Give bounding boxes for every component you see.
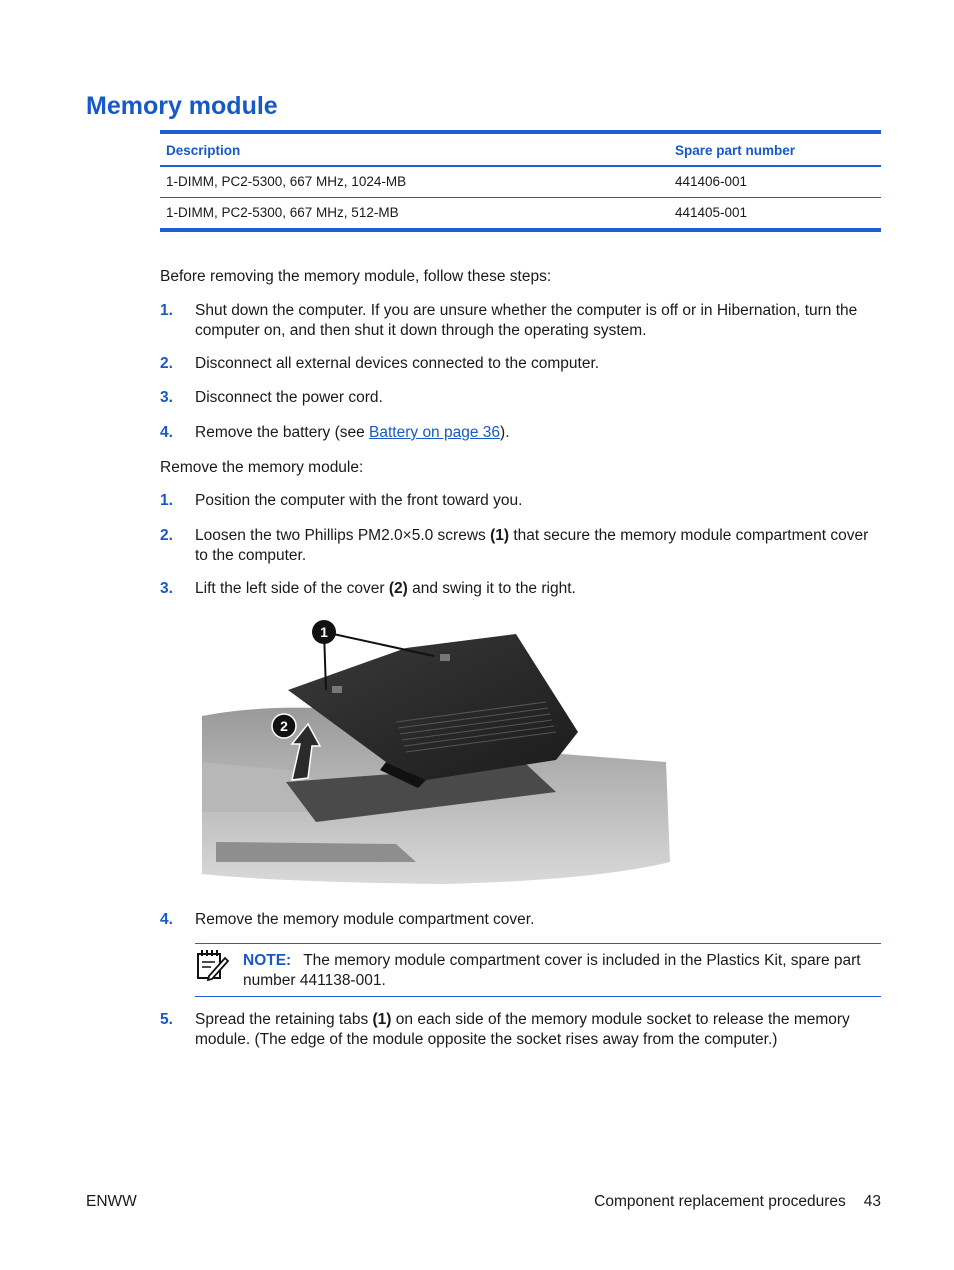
spare-parts-table: [160, 130, 881, 232]
table-bottom-rule: [160, 228, 881, 232]
removal-intro-text: Remove the memory module:: [160, 459, 364, 476]
step-number: 2.: [160, 355, 173, 372]
step-text-after: that secure the memory module compartment cover to the computer.: [195, 527, 869, 564]
step-number: 1.: [160, 302, 173, 319]
row-part-number: 441406-001: [675, 174, 748, 189]
step-number: 3.: [160, 389, 173, 406]
step-text-after: and swing it to the right.: [407, 580, 576, 597]
step-text-after: ).: [500, 424, 510, 441]
step-number: 3.: [160, 580, 173, 597]
step-number: 5.: [160, 1011, 173, 1028]
row-part-number: 441405-001: [675, 205, 748, 220]
page-title: Memory module: [86, 92, 278, 120]
callout-line: [324, 632, 434, 656]
step-text-before: Remove the battery (see: [195, 424, 370, 441]
battery-page-link[interactable]: Battery on page 36: [369, 424, 501, 441]
step-text-before: Loosen the two Phillips PM2.0×5.0 screws: [195, 527, 491, 544]
step-number: 4.: [160, 424, 173, 441]
footer-left: ENWW: [86, 1193, 137, 1210]
step-text: Remove the memory module compartment cover.: [195, 911, 535, 928]
note-box: [195, 943, 881, 997]
screw-left: [332, 686, 342, 693]
row-description: 1-DIMM, PC2-5300, 667 MHz, 512-MB: [166, 205, 399, 220]
note-label: NOTE:: [243, 952, 292, 969]
step-text: [195, 423, 881, 443]
callout-ref: (1): [490, 527, 510, 544]
callout-ref: (2): [388, 580, 408, 597]
base-slot: [216, 842, 416, 862]
header-spare-part-number: Spare part number: [675, 143, 796, 158]
row-description: 1-DIMM, PC2-5300, 667 MHz, 1024-MB: [166, 174, 407, 189]
table-row: [160, 167, 881, 198]
step-text-before: Spread the retaining tabs: [195, 1011, 373, 1028]
callout-1-label: 1: [320, 624, 328, 640]
memory-cover-illustration: [196, 612, 676, 888]
table-row: [160, 198, 881, 228]
screw-right: [440, 654, 450, 661]
step-number: 1.: [160, 492, 173, 509]
step-text: Position the computer with the front toward you.: [195, 492, 523, 509]
callout-ref: (1): [372, 1011, 392, 1028]
intro-text: Before removing the memory module, follow these steps:: [160, 268, 552, 285]
step-text: [195, 526, 881, 565]
page-number: 43: [863, 1193, 881, 1210]
illustration-svg: [196, 612, 676, 888]
note-body: The memory module compartment cover is included in the Plastics Kit, spare part number 441138-001.: [243, 952, 861, 989]
footer-section: Component replacement procedures: [594, 1193, 846, 1210]
header-description: Description: [166, 143, 241, 158]
step-text: Shut down the computer. If you are unsure whether the computer is off or in Hibernation, turn the computer on, and then shut it down through the operating system.: [195, 302, 858, 339]
step-text: Disconnect the power cord.: [195, 389, 383, 406]
step-number: 2.: [160, 527, 173, 544]
footer-right: [594, 1193, 881, 1211]
step-text: [195, 579, 881, 599]
step-text-before: Lift the left side of the cover: [195, 580, 389, 597]
step-text: [195, 1010, 881, 1049]
callout-2-label: 2: [280, 718, 288, 734]
step-text-after: on each side of the memory module socket to release the memory module. (The edge of the module opposite the socket rises away from the computer.): [195, 1011, 850, 1048]
step-text: Disconnect all external devices connected to the computer.: [195, 355, 600, 372]
note-text: [243, 951, 879, 990]
table-header-row: [160, 134, 881, 167]
note-pencil-icon: [195, 948, 229, 987]
step-number: 4.: [160, 911, 173, 928]
